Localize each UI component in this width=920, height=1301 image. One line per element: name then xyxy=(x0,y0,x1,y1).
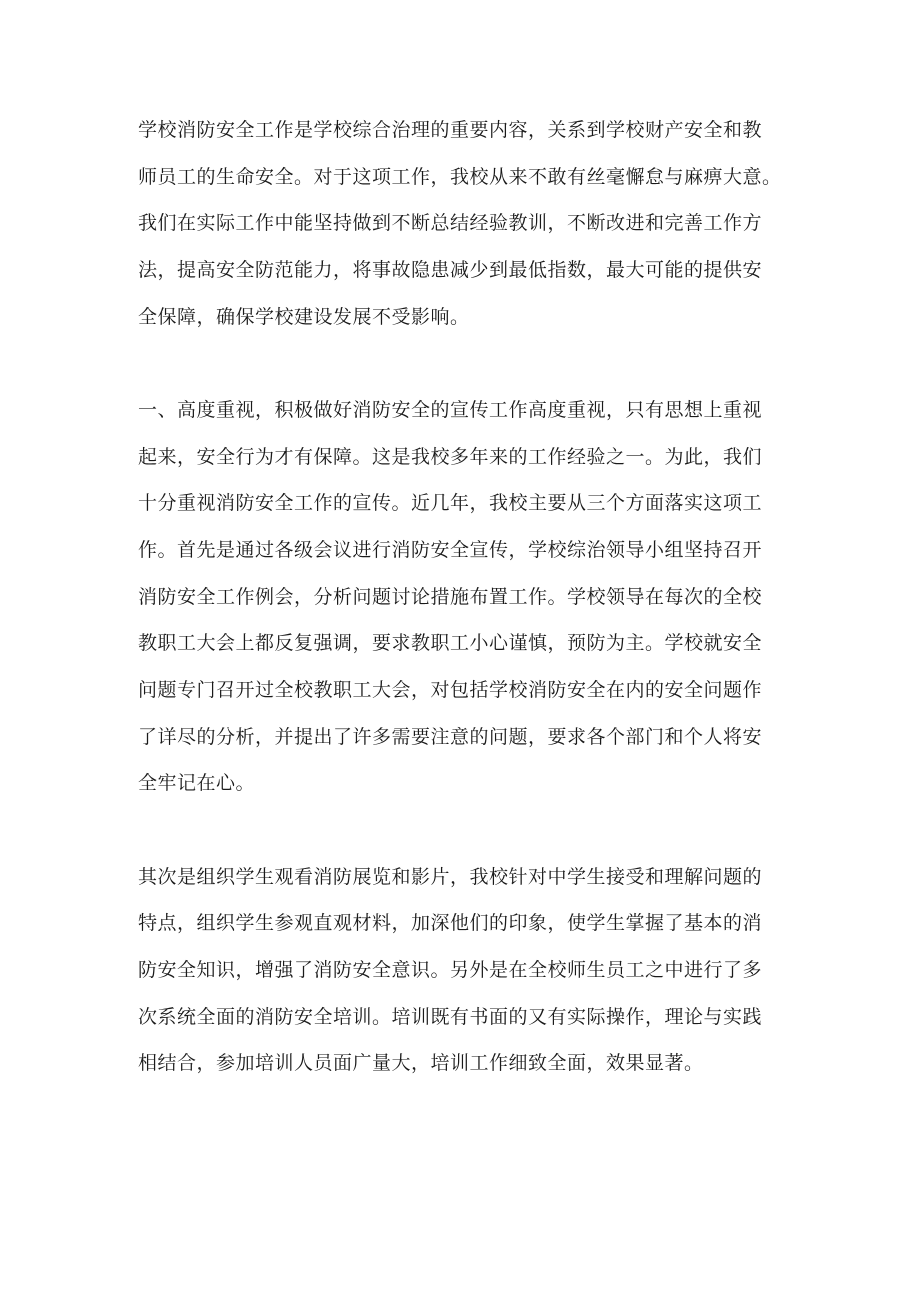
paragraph-line: 消防安全工作例会，分析问题讨论措施布置工作。学校领导在每次的全校 xyxy=(138,586,763,608)
paragraph-line: 我们在实际工作中能坚持做到不断总结经验教训，不断改进和完善工作方 xyxy=(138,212,763,234)
paragraph-line: 师员工的生命安全。对于这项工作，我校从来不敢有丝毫懈怠与麻痹大意。 xyxy=(138,166,782,188)
paragraph-line: 特点，组织学生参观直观材料，加深他们的印象，使学生掌握了基本的消 xyxy=(138,912,763,934)
paragraph-line: 相结合，参加培训人员面广量大，培训工作细致全面，效果显著。 xyxy=(138,1052,704,1074)
paragraph-line: 全保障，确保学校建设发展不受影响。 xyxy=(138,306,470,328)
paragraph-line: 学校消防安全工作是学校综合治理的重要内容，关系到学校财产安全和教 xyxy=(138,119,763,141)
paragraph-line: 作。首先是通过各级会议进行消防安全宣传，学校综治领导小组坚持召开 xyxy=(138,539,763,561)
paragraph-line: 全牢记在心。 xyxy=(138,772,256,794)
paragraph-line: 次系统全面的消防安全培训。培训既有书面的又有实际操作，理论与实践 xyxy=(138,1006,763,1028)
paragraph-line: 起来，安全行为才有保障。这是我校多年来的工作经验之一。为此，我们 xyxy=(138,446,763,468)
paragraph-line: 十分重视消防安全工作的宣传。近几年，我校主要从三个方面落实这项工 xyxy=(138,492,763,514)
paragraph-line: 防安全知识，增强了消防安全意识。另外是在全校师生员工之中进行了多 xyxy=(138,959,763,981)
paragraph-line: 问题专门召开过全校教职工大会，对包括学校消防安全在内的安全问题作 xyxy=(138,679,763,701)
paragraph-line: 了详尽的分析，并提出了许多需要注意的问题，要求各个部门和个人将安 xyxy=(138,726,763,748)
paragraph-line: 一、高度重视，积极做好消防安全的宣传工作高度重视，只有思想上重视 xyxy=(138,399,763,421)
paragraph-line: 其次是组织学生观看消防展览和影片，我校针对中学生接受和理解问题的 xyxy=(138,866,763,888)
paragraph-line: 法，提高安全防范能力，将事故隐患减少到最低指数，最大可能的提供安 xyxy=(138,259,763,281)
paragraph-line: 教职工大会上都反复强调，要求教职工小心谨慎，预防为主。学校就安全 xyxy=(138,632,763,654)
